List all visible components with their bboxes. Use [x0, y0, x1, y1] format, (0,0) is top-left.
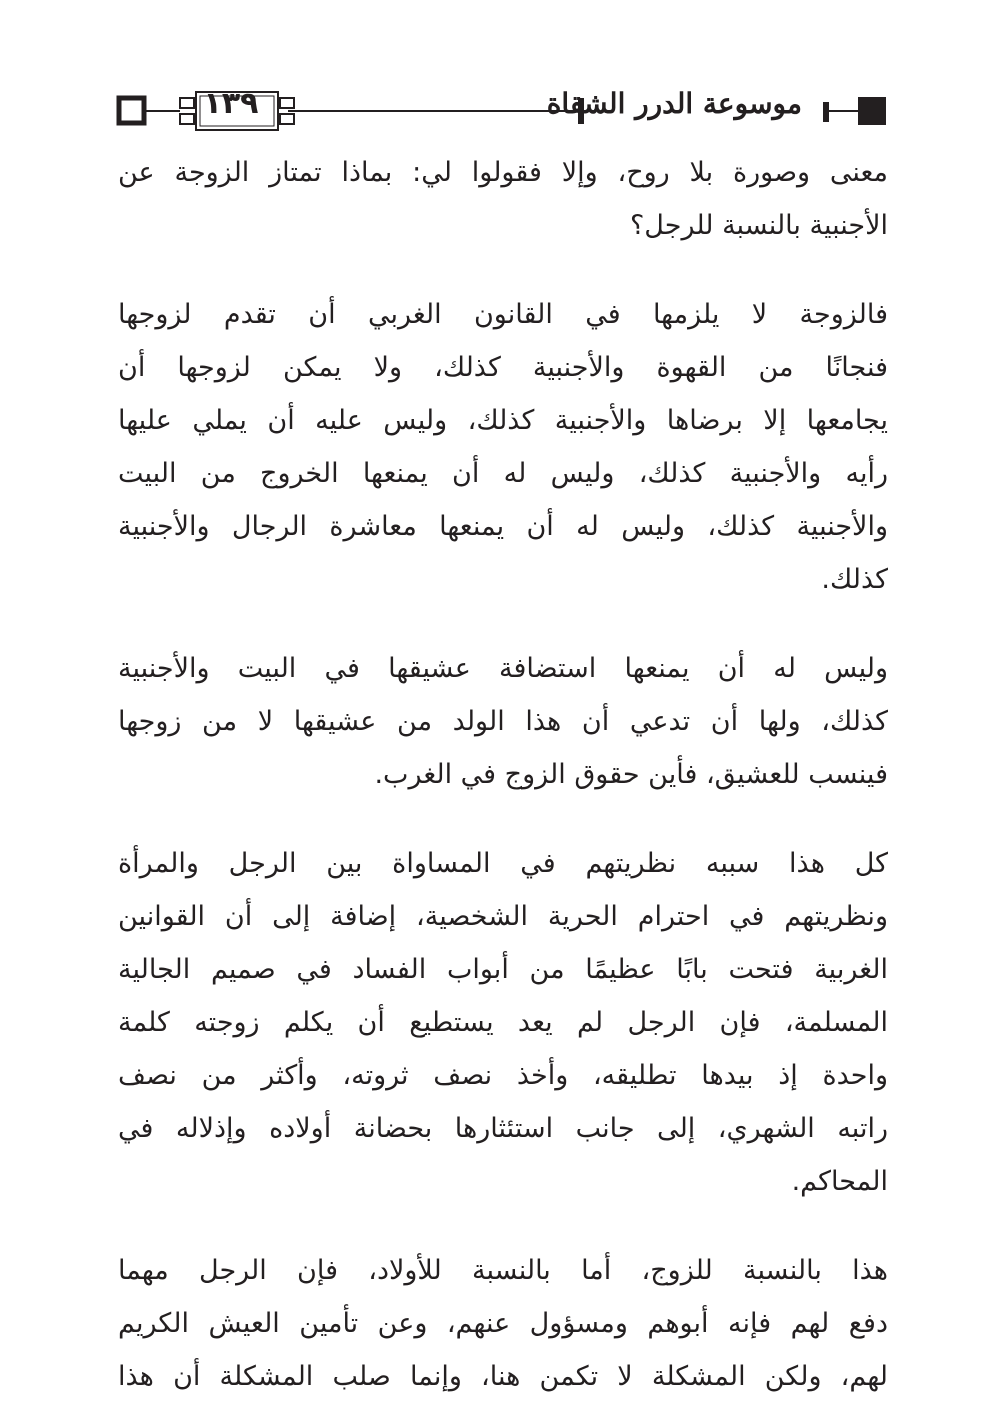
header-right-square — [858, 97, 886, 125]
text-line: واحدة إذ بيدها تطليقه، وأخذ نصف ثروته، وأكثر من نصف — [118, 1060, 888, 1091]
frame-right-knot-top — [280, 98, 294, 108]
paragraph-1 — [118, 146, 888, 252]
text-line: كذلك، ولها أن تدعي أن هذا الولد من عشيقها لا من زوجها — [118, 706, 888, 737]
text-line: الغربية فتحت بابًا عظيمًا من أبواب الفساد في صميم الجالية — [118, 954, 888, 985]
text-line: لهم، ولكن المشكلة لا تكمن هنا، وإنما صلب المشكلة أن هذا — [118, 1361, 888, 1392]
book-title: موسوعة الدرر الشقاة — [546, 87, 802, 120]
text-line: المسلمة، فإن الرجل لم يعد يستطيع أن يكلم زوجته كلمة — [118, 1007, 888, 1038]
text-line: هذا بالنسبة للزوج، أما بالنسبة للأولاد، فإن الرجل مهما — [118, 1255, 888, 1286]
text-line: الأجنبية بالنسبة للرجل؟ — [629, 210, 888, 241]
header-left-square — [119, 98, 144, 123]
page-number: ١٣٩ — [203, 86, 259, 121]
text-line: راتبه الشهري، إلى جانب استئثارها بحضانة أولاده وإذلاله في — [118, 1113, 888, 1144]
text-line: كذلك. — [821, 564, 888, 595]
paragraph-5 — [118, 1244, 888, 1403]
text-line: كل هذا سببه نظريتهم في المساواة بين الرجل والمرأة — [118, 848, 888, 879]
text-line: وليس له أن يمنعها استضافة عشيقها في البيت والأجنبية — [118, 653, 888, 684]
header-right-tick — [823, 102, 829, 122]
text-line: رأيه والأجنبية كذلك، وليس له أن يمنعها الخروج من البيت — [118, 458, 888, 489]
paragraph-3 — [118, 642, 888, 801]
paragraph-2 — [118, 288, 888, 606]
frame-right-knot-bottom — [280, 114, 294, 124]
text-line: يجامعها إلا برضاها والأجنبية كذلك، وليس عليه أن يملي عليها — [118, 405, 888, 436]
text-line: دفع لهم فإنه أبوهم ومسؤول عنهم، وعن تأمين العيش الكريم — [118, 1308, 888, 1339]
paragraph-4 — [118, 837, 888, 1208]
text-line: فالزوجة لا يلزمها في القانون الغربي أن تقدم لزوجها — [118, 299, 888, 330]
text-line: والأجنبية كذلك، وليس له أن يمنعها معاشرة الرجال والأجنبية — [118, 511, 888, 542]
frame-left-knot-top — [180, 98, 194, 108]
text-line: المحاكم. — [791, 1166, 888, 1197]
frame-left-knot-bottom — [180, 114, 194, 124]
text-line: ونظريتهم في احترام الحرية الشخصية، إضافة إلى أن القوانين — [118, 901, 888, 932]
text-line: فنجانًا من القهوة والأجنبية كذلك، ولا يمكن لزوجها أن — [118, 352, 888, 383]
page-body — [118, 146, 888, 1403]
text-line: فينسب للعشيق، فأين حقوق الزوج في الغرب. — [374, 759, 888, 790]
text-line: معنى وصورة بلا روح، وإلا فقولوا لي: بماذا تمتاز الزوجة عن — [118, 157, 888, 188]
